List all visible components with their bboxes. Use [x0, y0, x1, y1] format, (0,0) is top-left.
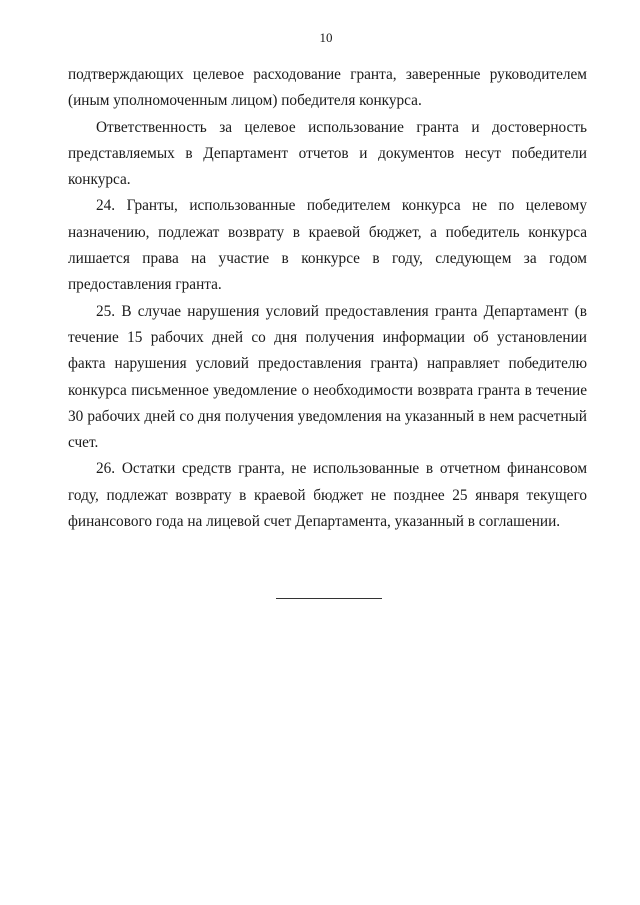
end-divider-line [276, 598, 382, 599]
paragraph-clause-24: 24. Гранты, использованные победителем конкурса не по целевому назначению, подлежат возврату в краевой бюджет, а победитель конкурса лишается права на участие в конкурсе в году, следующем за годом предоставления гранта. [68, 197, 587, 294]
paragraph-responsibility: Ответственность за целевое использование гранта и достоверность представляемых в Департамент отчетов и документов несут победители конкурса. [68, 118, 587, 189]
paragraph-clause-25: 25. В случае нарушения условий предоставления гранта Департамент (в течение 15 рабочих дней со дня получения информации об установлении факта нарушения условий предоставления гранта) направляет победителю конкурса письменное уведомление о необходимости возврата гранта в течение 30 рабочих дней со дня получения уведомления на указанный в нем расчетный счет. [68, 302, 587, 452]
document-body [68, 62, 587, 535]
page-number: 10 [319, 30, 333, 45]
paragraph-continuation: подтверждающих целевое расходование гранта, заверенные руководителем (иным уполномоченным лицом) победителя конкурса. [68, 66, 587, 110]
paragraph-clause-26: 26. Остатки средств гранта, не использованные в отчетном финансовом году, подлежат возврату в краевой бюджет не позднее 25 января текущего финансового года на лицевой счет Департамента, указанный в соглашении. [68, 460, 587, 531]
